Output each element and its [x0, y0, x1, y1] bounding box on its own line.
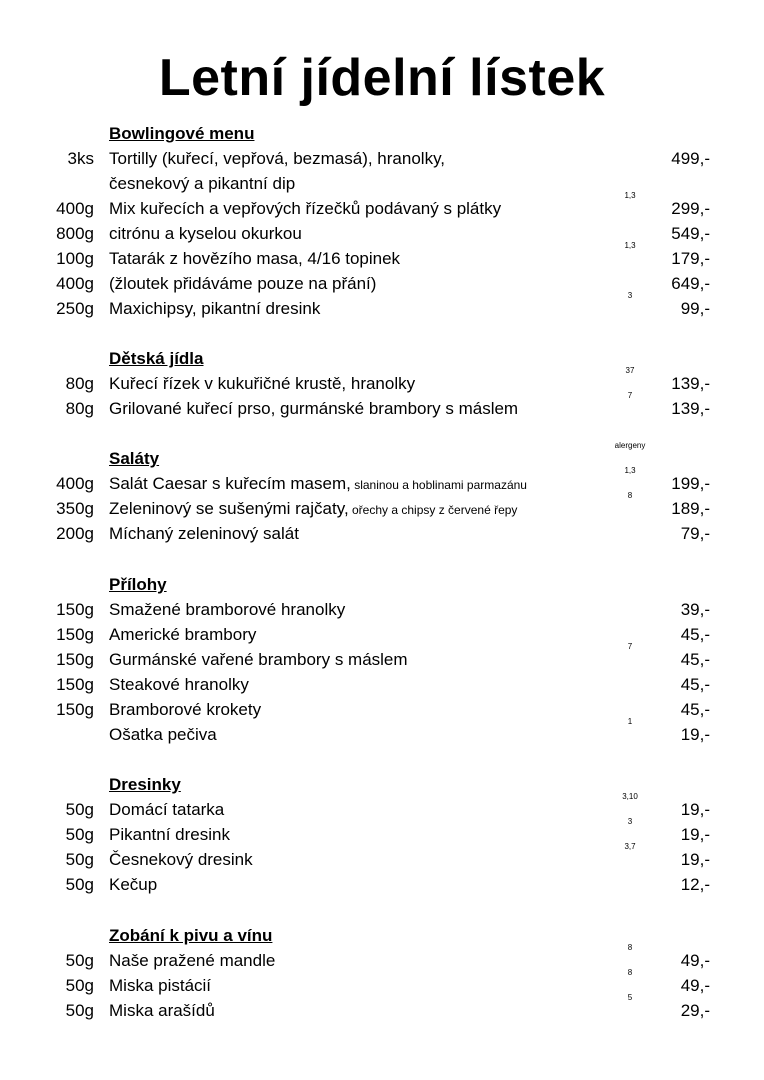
item-name: Steakové hranolky [109, 675, 249, 694]
item-quantity: 50g [65, 1001, 94, 1020]
menu-item [0, 241, 764, 271]
menu-title: Letní jídelní lístek [158, 49, 606, 107]
item-price: 139,- [671, 399, 710, 418]
item-allergens: 5 [627, 993, 633, 1002]
section-heading: Přílohy [109, 575, 167, 594]
item-name: Mix kuřecích a vepřových řízečků podávaný s plátky [109, 199, 502, 218]
item-allergens: 8 [627, 491, 633, 500]
item-price: 12,- [680, 875, 710, 894]
item-allergens: 1,3 [624, 466, 636, 475]
item-price: 45,- [680, 675, 710, 694]
item-quantity: 150g [56, 600, 94, 619]
item-price: 29,- [680, 1001, 710, 1020]
menu-item [0, 146, 764, 171]
item-quantity: 200g [56, 524, 94, 543]
item-quantity: 800g [56, 224, 94, 243]
item-quantity: 3ks [67, 149, 94, 168]
item-price: 649,- [671, 274, 710, 293]
item-price: 499,- [671, 149, 710, 168]
item-quantity: 50g [65, 875, 94, 894]
item-price: 45,- [680, 700, 710, 719]
menu-item [0, 291, 764, 321]
item-price: 189,- [671, 499, 710, 518]
item-allergens: 8 [627, 968, 633, 977]
item-quantity: 150g [56, 700, 94, 719]
menu-item [0, 672, 764, 697]
section-heading: Dresinky [109, 775, 181, 794]
item-allergens: 3 [627, 817, 633, 826]
item-price: 45,- [680, 650, 710, 669]
item-allergens: 3,10 [622, 792, 638, 801]
item-quantity: 50g [65, 976, 94, 995]
item-quantity: 400g [56, 474, 94, 493]
item-allergens: 1,3 [624, 241, 636, 250]
item-name-wrap [109, 496, 517, 523]
item-name: Tatarák z hovězího masa, 4/16 topinek [109, 249, 401, 268]
item-name: Zeleninový se sušenými rajčaty, [109, 499, 349, 518]
item-quantity: 250g [56, 299, 94, 318]
menu-item [0, 391, 764, 421]
item-price: 19,- [680, 800, 710, 819]
item-quantity: 350g [56, 499, 94, 518]
item-price: 49,- [680, 976, 710, 995]
item-name-detail: ořechy a chipsy z červené řepy [348, 503, 518, 517]
item-quantity: 50g [65, 850, 94, 869]
menu-item [0, 717, 764, 747]
item-allergens: 7 [627, 642, 633, 651]
section-heading: Dětská jídla [109, 349, 204, 368]
menu-item [0, 521, 764, 546]
item-name: Americké brambory [109, 625, 257, 644]
item-name: citrónu a kyselou okurkou [109, 224, 302, 243]
item-quantity: 400g [56, 274, 94, 293]
item-quantity: 400g [56, 199, 94, 218]
menu-item [0, 872, 764, 897]
item-price: 39,- [680, 600, 710, 619]
item-name: Míchaný zeleninový salát [109, 524, 299, 543]
item-quantity: 80g [65, 374, 94, 393]
item-name: Maxichipsy, pikantní dresink [109, 299, 321, 318]
section-heading: Bowlingové menu [109, 124, 255, 143]
item-name: Kečup [109, 875, 158, 894]
item-name: Smažené bramborové hranolky [109, 600, 346, 619]
item-allergens: 8 [627, 943, 633, 952]
item-price: 79,- [680, 524, 710, 543]
item-price: 549,- [671, 224, 710, 243]
menu-item [0, 491, 764, 521]
item-name: Grilované kuřecí prso, gurmánské brambory s máslem [109, 399, 519, 418]
section-heading-row [0, 121, 764, 146]
item-allergens: 1 [627, 717, 633, 726]
menu-item [0, 191, 764, 221]
item-price: 45,- [680, 625, 710, 644]
item-allergens: 37 [625, 366, 635, 375]
section-heading: Zobání k pivu a vínu [109, 926, 273, 945]
menu-item [0, 597, 764, 622]
item-price: 199,- [671, 474, 710, 493]
item-price: 19,- [680, 725, 710, 744]
item-price: 49,- [680, 951, 710, 970]
item-name-wrap [109, 471, 527, 498]
item-price: 299,- [671, 199, 710, 218]
item-quantity: 150g [56, 650, 94, 669]
item-name-detail: slaninou a hoblinami parmazánu [350, 478, 527, 492]
allergen-column-header: alergeny [614, 441, 646, 450]
item-quantity: 80g [65, 399, 94, 418]
item-price: 179,- [671, 249, 710, 268]
section-heading-row [0, 572, 764, 597]
item-quantity: 150g [56, 675, 94, 694]
item-name: česnekový a pikantní dip [109, 174, 296, 193]
item-name: Ošatka pečiva [109, 725, 217, 744]
item-name: Miska pistácií [109, 976, 212, 995]
section-heading: Saláty [109, 449, 160, 468]
item-name: Bramborové krokety [109, 700, 262, 719]
item-allergens: 1,3 [624, 191, 636, 200]
menu-item [0, 642, 764, 672]
item-price: 99,- [680, 299, 710, 318]
item-name: Kuřecí řízek v kukuřičné krustě, hranolky [109, 374, 416, 393]
item-price: 139,- [671, 374, 710, 393]
item-name: Pikantní dresink [109, 825, 230, 844]
item-name: Gurmánské vařené brambory s máslem [109, 650, 408, 669]
item-allergens: 3 [627, 291, 633, 300]
item-name: Miska arašídů [109, 1001, 215, 1020]
item-price: 19,- [680, 850, 710, 869]
item-allergens: 3,7 [624, 842, 636, 851]
item-name: Domácí tatarka [109, 800, 225, 819]
menu-item [0, 993, 764, 1023]
menu-item [0, 842, 764, 872]
item-allergens: 7 [627, 391, 633, 400]
item-name: Česnekový dresink [109, 850, 253, 869]
item-quantity: 50g [65, 951, 94, 970]
item-name: Tortilly (kuřecí, vepřová, bezmasá), hranolky, [109, 149, 446, 168]
item-price: 19,- [680, 825, 710, 844]
item-name: (žloutek přidáváme pouze na přání) [109, 274, 377, 293]
item-quantity: 150g [56, 625, 94, 644]
item-quantity: 100g [56, 249, 94, 268]
item-quantity: 50g [65, 825, 94, 844]
item-name: Salát Caesar s kuřecím masem, [109, 474, 351, 493]
item-quantity: 50g [65, 800, 94, 819]
item-name: Naše pražené mandle [109, 951, 276, 970]
